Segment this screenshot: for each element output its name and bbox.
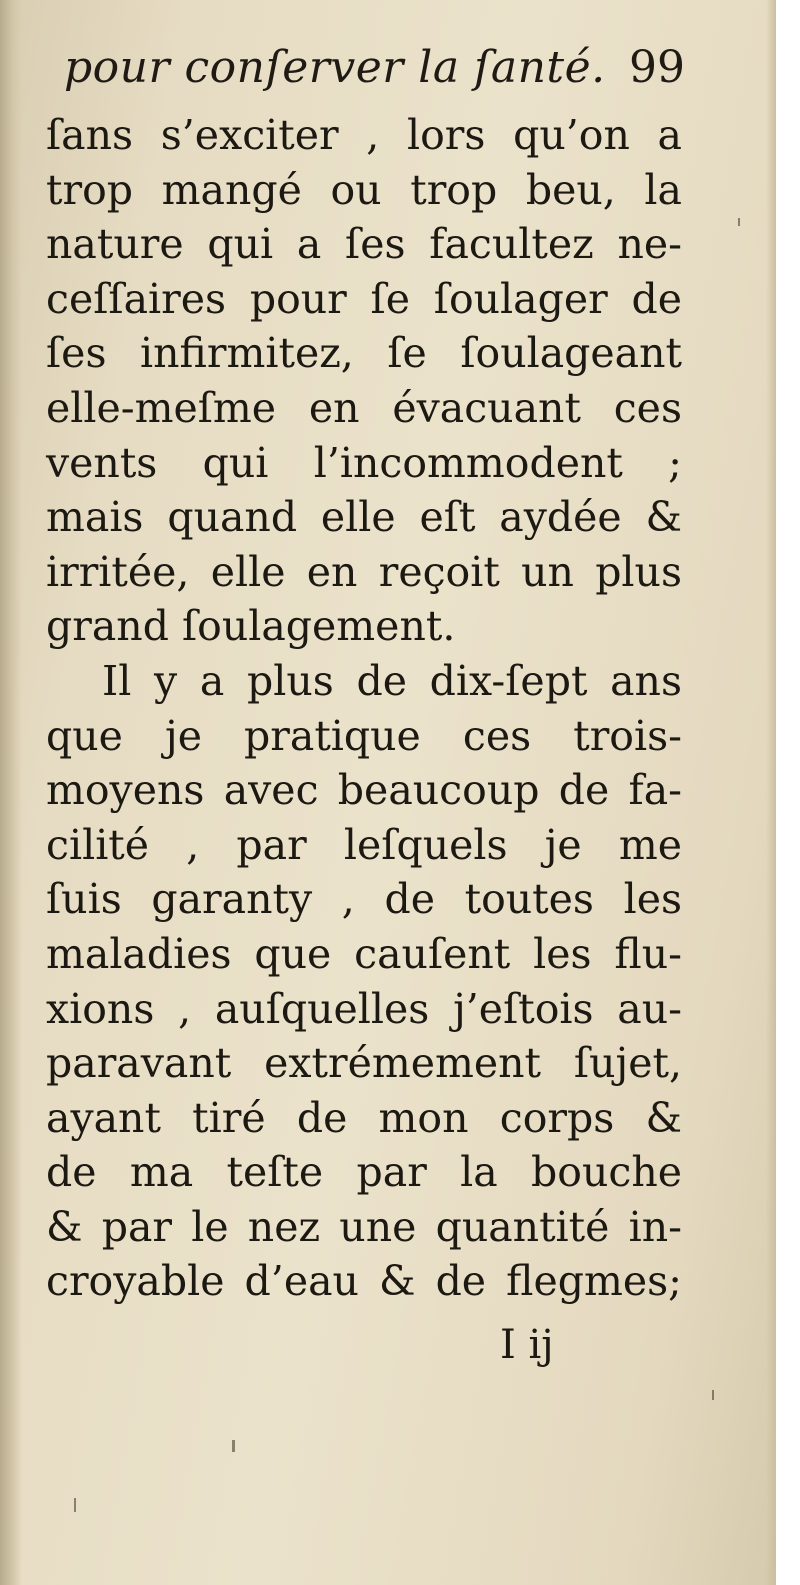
text-line-paragraph-start: Il y a plus de dix-ſept ans <box>102 656 682 705</box>
text-line: trop mangé ou trop beu, la <box>46 165 682 214</box>
text-line: elle-meſme en évacuant ces <box>46 383 682 432</box>
text-line: que je pratique ces trois- <box>46 711 682 760</box>
running-title: pour conſerver la ſanté. <box>64 42 606 93</box>
page-gutter-shadow <box>0 0 22 1585</box>
text-line: grand ſoulagement. <box>46 602 456 651</box>
signature-mark: I ij <box>500 1322 554 1368</box>
text-line: xions , auſquelles j’eſtois au- <box>46 984 682 1033</box>
body-text <box>46 108 682 1309</box>
text-line: de ma teſte par la bouche <box>46 1148 682 1197</box>
text-line: nature qui a ſes facultez ne- <box>46 220 682 269</box>
text-line: irritée, elle en reçoit un plus <box>46 547 682 596</box>
text-line: croyable d’eau & de flegmes; <box>46 1257 682 1306</box>
text-line: cilité , par leſquels je me <box>46 820 682 869</box>
paper-speck <box>232 1440 235 1452</box>
text-line: maladies que cauſent les flu- <box>46 929 682 978</box>
text-line: mais quand elle eſt aydée & <box>46 493 682 542</box>
page-header <box>60 42 685 102</box>
text-line: & par le nez une quantité in- <box>46 1202 682 1251</box>
paper-speck <box>738 218 740 226</box>
text-line: ayant tiré de mon corps & <box>46 1093 682 1142</box>
page-number: 99 <box>629 42 685 93</box>
text-line: paravant extrémement ſujet, <box>46 1039 682 1088</box>
text-line: vents qui l’incommodent ; <box>46 438 682 487</box>
text-line: ſes infirmitez, ſe ſoulageant <box>46 329 682 378</box>
paper-speck <box>712 1390 714 1400</box>
text-line: ſuis garanty , de toutes les <box>46 875 682 924</box>
paper-speck <box>74 1498 76 1512</box>
text-line: ceſſaires pour ſe ſoulager de <box>46 274 682 323</box>
text-line: moyens avec beaucoup de fa- <box>46 766 682 815</box>
page-edge-shadow <box>766 0 776 1585</box>
text-line: ſans s’exciter , lors qu’on a <box>46 111 682 159</box>
